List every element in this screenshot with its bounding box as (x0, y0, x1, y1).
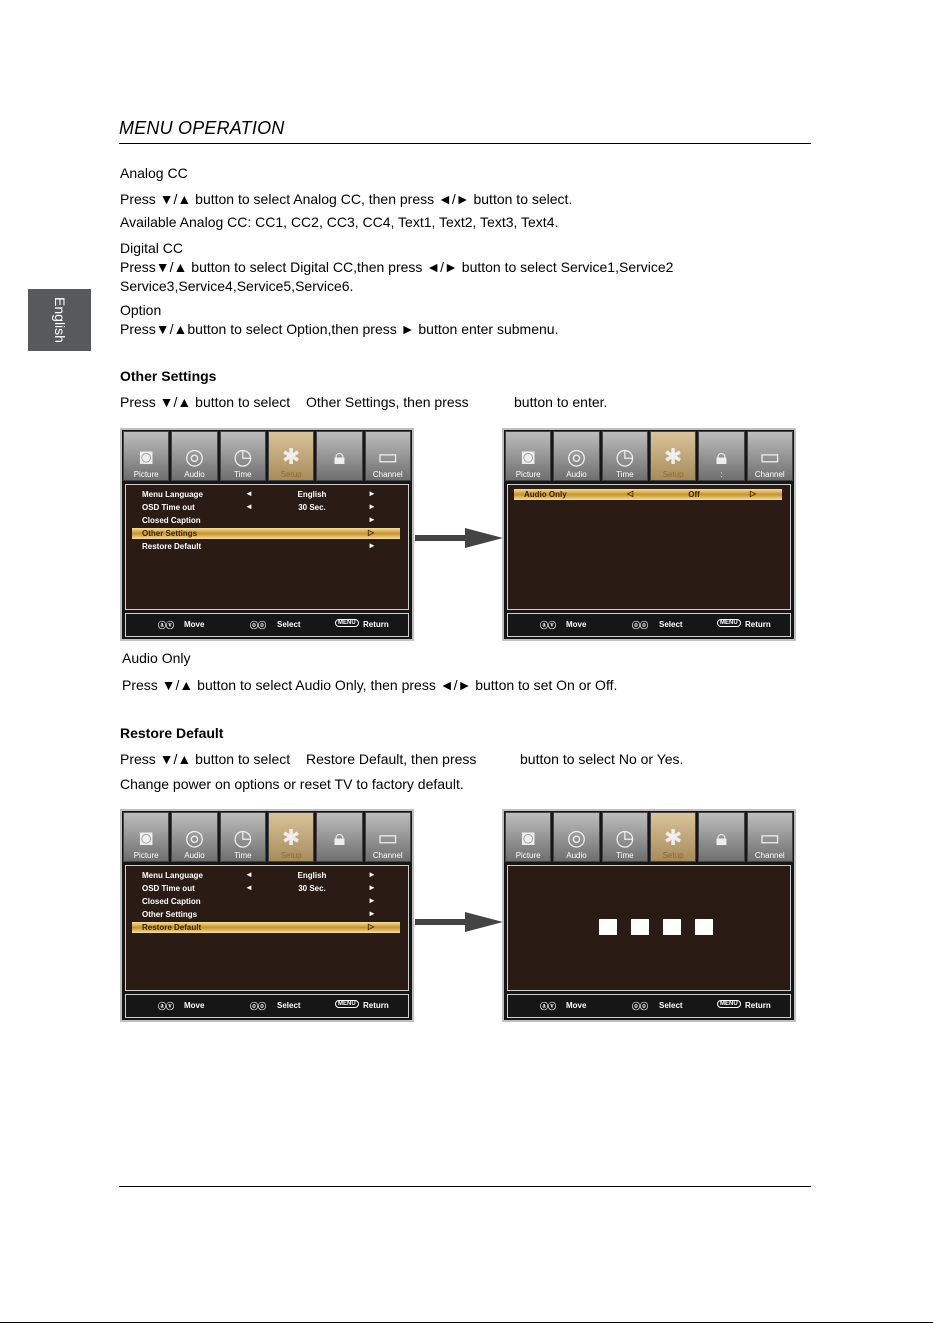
menu-row-audio-only[interactable]: Audio Only ◁ Off ▷ (514, 489, 782, 500)
right-arrow-icon: ▷ (368, 528, 375, 537)
digital-cc-title: Digital CC (120, 240, 184, 256)
language-tab-label: English (51, 297, 68, 343)
password-digit-box[interactable] (663, 919, 681, 935)
analog-cc-line1-a: Press ▼/▲ button to select (120, 191, 291, 207)
language-tab (28, 289, 91, 351)
left-arrow-icon: ◄ (245, 870, 253, 879)
select-icon: ⓞⓞ (250, 1002, 266, 1011)
right-arrow-icon (415, 912, 503, 932)
tv-menu-setup-1 (120, 428, 414, 641)
option-line1: Press▼/▲button to select Option,then press ► button enter submenu. (120, 321, 559, 337)
password-digit-box[interactable] (631, 919, 649, 935)
analog-cc-title: Analog CC (120, 165, 188, 181)
menu-footer: ⓐⓥ Move ⓞⓞ Select MENU Return (507, 994, 791, 1018)
other-settings-line-c: button to enter. (514, 394, 608, 410)
time-icon[interactable]: ◷ Time (602, 431, 648, 481)
menu-panel (125, 865, 409, 991)
channel-icon[interactable]: ▭ Channel (365, 812, 411, 862)
other-settings-line-b: Other Settings, then press (306, 394, 469, 410)
menu-footer: ⓐⓥ Move ⓞⓞ Select MENU Return (507, 613, 791, 637)
menu-key-icon: MENU (717, 1000, 741, 1008)
channel-icon[interactable]: ▭ Channel (365, 431, 411, 481)
lock-icon[interactable]: 🔒︎ (316, 812, 362, 862)
left-arrow-icon: ◄ (245, 502, 253, 511)
password-digit-box[interactable] (599, 919, 617, 935)
right-arrow-icon: ► (368, 489, 376, 498)
picture-icon[interactable]: ◙ Picture (505, 431, 551, 481)
menu-icon-bar (505, 431, 793, 481)
setup-icon[interactable]: ✱ Setup (650, 812, 696, 862)
time-icon[interactable]: ◷ Time (602, 812, 648, 862)
left-arrow-icon: ◁ (627, 489, 634, 498)
picture-icon[interactable]: ◙ Picture (123, 812, 169, 862)
menu-row-osd[interactable]: OSD Time out ◄ 30 Sec. ► (142, 883, 376, 893)
page-title: MENU OPERATION (119, 118, 285, 138)
other-settings-line-a: Press ▼/▲ button to select (120, 394, 291, 410)
left-arrow-icon: ◄ (245, 489, 253, 498)
restore-line-c: button to select No or Yes. (520, 751, 684, 767)
lock-icon[interactable]: 🔒︎ (698, 812, 744, 862)
option-title: Option (120, 302, 162, 318)
right-arrow-icon: ▷ (750, 489, 757, 498)
menu-row-restore[interactable]: Restore Default ▷ (132, 922, 400, 933)
menu-key-icon: MENU (335, 1000, 359, 1008)
footer-rule (119, 1186, 811, 1187)
picture-icon[interactable]: ◙ Picture (505, 812, 551, 862)
analog-cc-line1-b: Analog CC, (293, 191, 365, 207)
right-arrow-icon: ► (368, 896, 376, 905)
audio-icon[interactable]: ◎ Audio (171, 812, 217, 862)
menu-icon-bar (123, 431, 411, 481)
digital-cc-line1: Press▼/▲ button to select Digital CC,then press ◄/► button to select Service1,Service2 (120, 259, 674, 275)
menu-row-restore[interactable]: Restore Default ► (142, 541, 376, 551)
left-arrow-icon: ◄ (245, 883, 253, 892)
audio-icon[interactable]: ◎ Audio (553, 431, 599, 481)
tv-menu-setup-3 (120, 809, 414, 1022)
channel-icon[interactable]: ▭ Channel (747, 431, 793, 481)
audio-icon[interactable]: ◎ Audio (553, 812, 599, 862)
analog-cc-line2: Available Analog CC: CC1, CC2, CC3, CC4, Text1, Text2, Text3, Text4. (120, 214, 559, 230)
audio-only-title: Audio Only (122, 650, 191, 666)
menu-icon-bar (505, 812, 793, 862)
menu-footer: ⓐⓥ Move ⓞⓞ Select MENU Return (125, 613, 409, 637)
channel-icon[interactable]: ▭ Channel (747, 812, 793, 862)
restore-line2: Change power on options or reset TV to factory default. (120, 776, 464, 792)
header-rule (119, 143, 811, 144)
setup-icon[interactable]: ✱ Setup (268, 812, 314, 862)
menu-row-closed-caption[interactable]: Closed Caption ► (142, 896, 376, 906)
picture-icon[interactable]: ◙ Picture (123, 431, 169, 481)
menu-row-other-settings[interactable]: Other Settings ▷ (132, 528, 400, 539)
tv-menu-setup-4 (502, 809, 796, 1022)
menu-footer: ⓐⓥ Move ⓞⓞ Select MENU Return (125, 994, 409, 1018)
move-icon: ⓐⓥ (540, 1002, 556, 1011)
password-digit-box[interactable] (695, 919, 713, 935)
setup-icon[interactable]: ✱ Setup (268, 431, 314, 481)
page-bottom-rule (0, 1322, 933, 1323)
menu-panel (507, 484, 791, 610)
restore-title: Restore Default (120, 725, 224, 741)
lock-icon[interactable]: 🔒︎ : (698, 431, 744, 481)
select-icon: ⓞⓞ (632, 621, 648, 630)
move-icon: ⓐⓥ (158, 621, 174, 630)
move-icon: ⓐⓥ (158, 1002, 174, 1011)
menu-key-icon: MENU (717, 619, 741, 627)
menu-icon-bar (123, 812, 411, 862)
analog-cc-line1-c: then press ◄/► button to select. (368, 191, 573, 207)
audio-icon[interactable]: ◎ Audio (171, 431, 217, 481)
menu-row-osd[interactable]: OSD Time out ◄ 30 Sec. ► (142, 502, 376, 512)
other-settings-title: Other Settings (120, 368, 217, 384)
setup-icon[interactable]: ✱ Setup (650, 431, 696, 481)
password-panel (507, 865, 791, 991)
menu-row-closed-caption[interactable]: Closed Caption ► (142, 515, 376, 525)
right-arrow-icon: ► (368, 909, 376, 918)
restore-line-a: Press ▼/▲ button to select (120, 751, 291, 767)
tv-menu-setup-2 (502, 428, 796, 641)
digital-cc-line2: Service3,Service4,Service5,Service6. (120, 278, 354, 294)
restore-line-b: Restore Default, then press (306, 751, 477, 767)
menu-panel (125, 484, 409, 610)
right-arrow-icon: ► (368, 515, 376, 524)
select-icon: ⓞⓞ (632, 1002, 648, 1011)
lock-icon[interactable]: 🔒︎ (316, 431, 362, 481)
right-arrow-icon: ► (368, 883, 376, 892)
menu-row-language[interactable]: Menu Language ◄ English ► (142, 489, 376, 499)
right-arrow-icon: ► (368, 502, 376, 511)
audio-only-line: Press ▼/▲ button to select Audio Only, then press ◄/► button to set On or Off. (122, 677, 618, 693)
move-icon: ⓐⓥ (540, 621, 556, 630)
menu-row-other-settings[interactable]: Other Settings ► (142, 909, 376, 919)
right-arrow-icon: ► (368, 870, 376, 879)
menu-row-language[interactable]: Menu Language ◄ English ► (142, 870, 376, 880)
analog-cc-line1 (120, 191, 572, 207)
time-icon[interactable]: ◷ Time (220, 431, 266, 481)
select-icon: ⓞⓞ (250, 621, 266, 630)
right-arrow-icon: ► (368, 541, 376, 550)
time-icon[interactable]: ◷ Time (220, 812, 266, 862)
menu-key-icon: MENU (335, 619, 359, 627)
right-arrow-icon: ▷ (368, 922, 375, 931)
right-arrow-icon (415, 528, 503, 548)
